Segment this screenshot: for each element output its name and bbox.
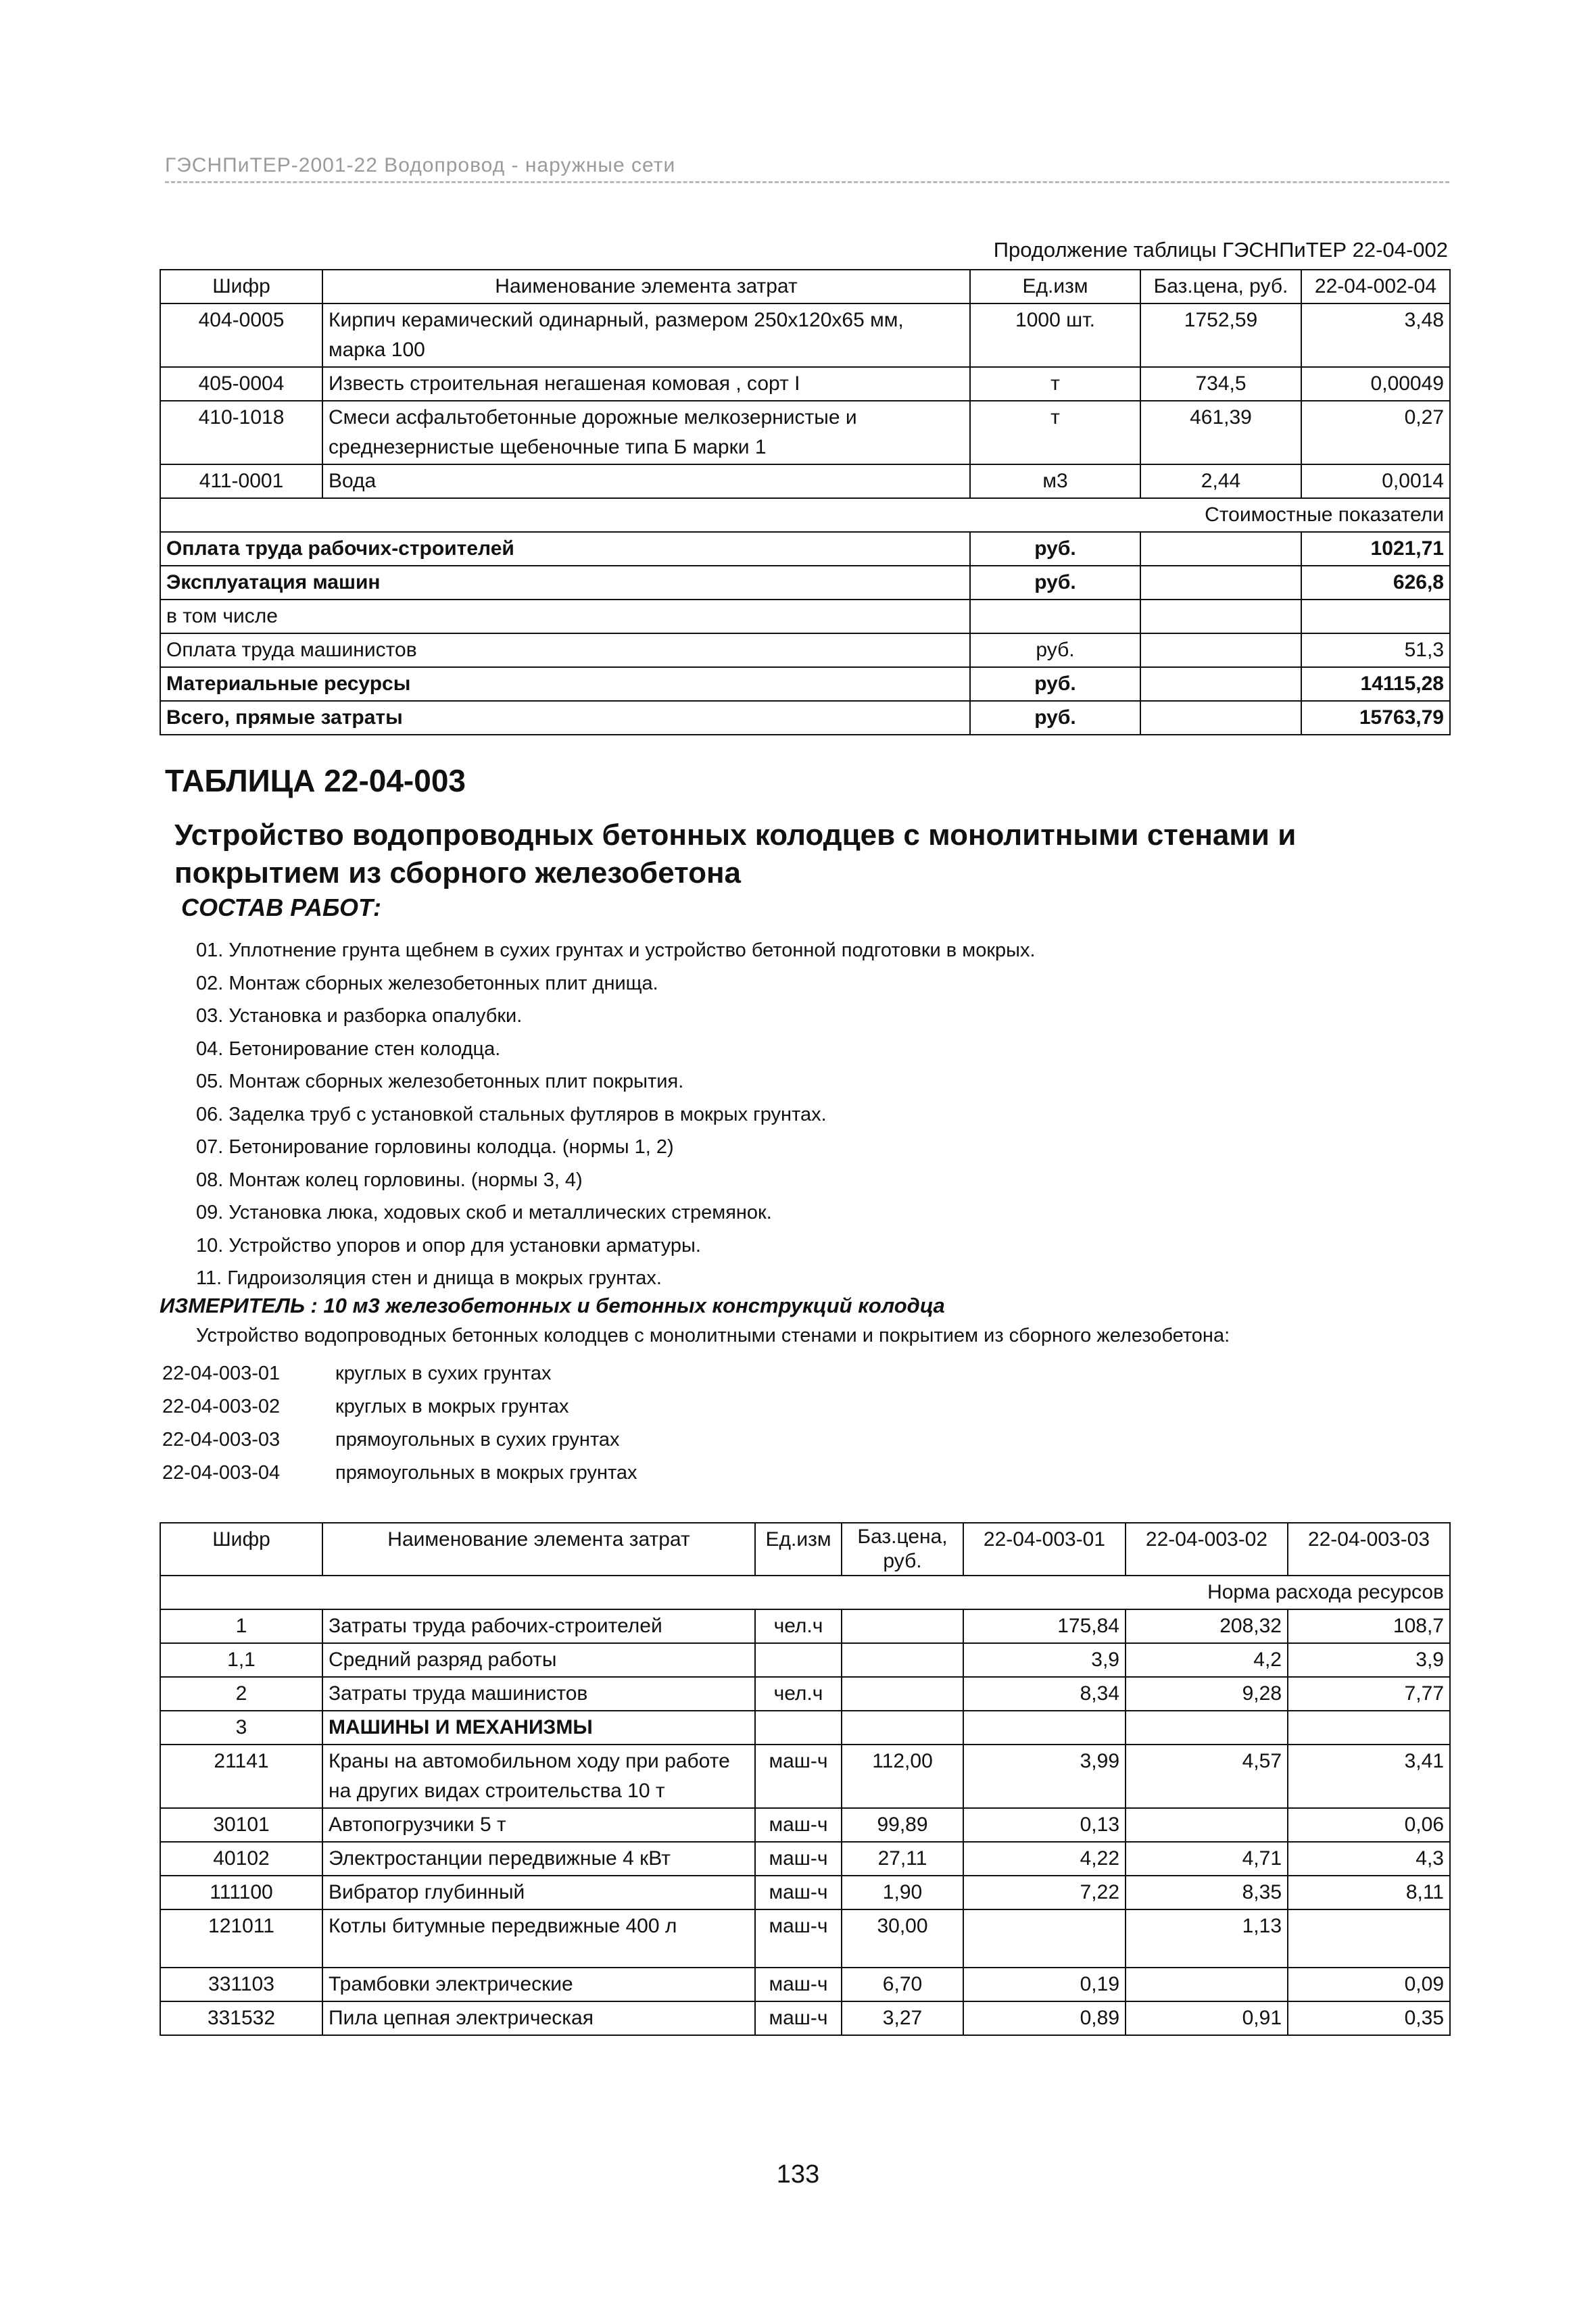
cell-name: Вибратор глубинный bbox=[322, 1876, 755, 1909]
meter-label: ИЗМЕРИТЕЛЬ : bbox=[160, 1294, 318, 1317]
cell-price: 6,70 bbox=[842, 1968, 963, 2001]
cell-price bbox=[842, 1643, 963, 1677]
resource-table-22-04-002 bbox=[160, 269, 1451, 735]
col-header-norm: 22-04-002-04 bbox=[1301, 270, 1450, 303]
cell-unit: т bbox=[970, 367, 1140, 401]
work-item: 03. Установка и разборка опалубки. bbox=[196, 1005, 523, 1027]
cost-price-empty bbox=[1140, 532, 1301, 566]
work-item: 02. Монтаж сборных железобетонных плит днища. bbox=[196, 972, 658, 994]
cell-name: Краны на автомобильном ходу при работе на других видах строительства 10 т bbox=[322, 1745, 755, 1808]
cell-value-1: 0,13 bbox=[963, 1808, 1126, 1842]
cell-value-1 bbox=[963, 1711, 1126, 1745]
cell-value-3: 8,11 bbox=[1288, 1876, 1450, 1909]
cell-price: 99,89 bbox=[842, 1808, 963, 1842]
variants-intro: Устройство водопроводных бетонных колодцев с монолитными стенами и покрытием из сборного железобетона: bbox=[196, 1325, 1230, 1346]
variant-item bbox=[162, 1457, 637, 1490]
cell-price: 734,5 bbox=[1140, 367, 1301, 401]
variant-code: 22-04-003-04 bbox=[162, 1462, 281, 1484]
cell-value-2: 4,57 bbox=[1126, 1745, 1288, 1808]
cell-code: 40102 bbox=[160, 1842, 322, 1876]
variant-code: 22-04-003-02 bbox=[162, 1396, 281, 1417]
cell-name: Котлы битумные передвижные 400 л bbox=[322, 1909, 755, 1968]
cost-value: 51,3 bbox=[1301, 633, 1450, 667]
work-item: 09. Установка люка, ходовых скоб и металлических стремянок. bbox=[196, 1202, 772, 1223]
cell-name: Вода bbox=[322, 464, 970, 498]
cell-value-3: 7,77 bbox=[1288, 1677, 1450, 1711]
cell-price: 1752,59 bbox=[1140, 303, 1301, 367]
cell-code: 331103 bbox=[160, 1968, 322, 2001]
col-header-norm-2: 22-04-003-02 bbox=[1126, 1523, 1288, 1576]
table-title: Устройство водопроводных бетонных колодцев с монолитными стенами и покрытием из сборного железобетона bbox=[174, 819, 1297, 890]
cost-unit: руб. bbox=[970, 667, 1140, 701]
cell-code: 410-1018 bbox=[160, 401, 322, 464]
table-number-heading: ТАБЛИЦА 22-04-003 bbox=[165, 763, 466, 798]
cost-section-header: Стоимостные показатели bbox=[160, 498, 1450, 532]
col-header-unit: Ед.изм bbox=[755, 1523, 842, 1576]
cell-value-3: 0,35 bbox=[1288, 2001, 1450, 2035]
cell-value-1: 175,84 bbox=[963, 1609, 1126, 1643]
cell-name: Автопогрузчики 5 т bbox=[322, 1808, 755, 1842]
cell-unit: чел.ч bbox=[755, 1609, 842, 1643]
cost-row bbox=[160, 600, 1450, 633]
cell-value-2: 4,2 bbox=[1126, 1643, 1288, 1677]
cell-name: Кирпич керамический одинарный, размером 250х120х65 мм, марка 100 bbox=[322, 303, 970, 367]
col-header-price: Баз.цена, руб. bbox=[1140, 270, 1301, 303]
cell-code: 411-0001 bbox=[160, 464, 322, 498]
cost-row bbox=[160, 633, 1450, 667]
cell-unit: т bbox=[970, 401, 1140, 464]
measurement-unit bbox=[160, 1294, 945, 1318]
cell-value-1 bbox=[963, 1909, 1126, 1968]
cost-row bbox=[160, 667, 1450, 701]
cell-unit: маш-ч bbox=[755, 1842, 842, 1876]
work-item: 07. Бетонирование горловины колодца. (нормы 1, 2) bbox=[196, 1136, 674, 1158]
variant-code: 22-04-003-03 bbox=[162, 1429, 281, 1451]
cell-price: 27,11 bbox=[842, 1842, 963, 1876]
cell-name: Пила цепная электрическая bbox=[322, 2001, 755, 2035]
cost-price-empty bbox=[1140, 667, 1301, 701]
cost-value: 14115,28 bbox=[1301, 667, 1450, 701]
cell-price bbox=[842, 1677, 963, 1711]
cost-unit bbox=[970, 600, 1140, 633]
work-item: 06. Заделка труб с установкой стальных футляров в мокрых грунтах. bbox=[196, 1103, 827, 1125]
col-header-norm-3: 22-04-003-03 bbox=[1288, 1523, 1450, 1576]
table-row bbox=[160, 1876, 1450, 1909]
work-item: 11. Гидроизоляция стен и днища в мокрых грунтах. bbox=[196, 1267, 662, 1289]
meter-value: 10 м3 железобетонных и бетонных конструкций колодца bbox=[323, 1294, 945, 1317]
cell-code: 404-0005 bbox=[160, 303, 322, 367]
variant-code: 22-04-003-01 bbox=[162, 1363, 281, 1384]
cell-price bbox=[842, 1711, 963, 1745]
variant-desc: круглых в сухих грунтах bbox=[335, 1363, 552, 1384]
cell-value: 3,48 bbox=[1301, 303, 1450, 367]
cell-value-1: 7,22 bbox=[963, 1876, 1126, 1909]
cell-value-3: 0,06 bbox=[1288, 1808, 1450, 1842]
cell-name: Затраты труда машинистов bbox=[322, 1677, 755, 1711]
cell-code: 111100 bbox=[160, 1876, 322, 1909]
cost-value: 626,8 bbox=[1301, 566, 1450, 600]
cost-header-row bbox=[160, 498, 1450, 532]
table-row bbox=[160, 1711, 1450, 1745]
cost-unit: руб. bbox=[970, 566, 1140, 600]
col-header-name: Наименование элемента затрат bbox=[322, 270, 970, 303]
cell-price bbox=[842, 1609, 963, 1643]
cell-code: 30101 bbox=[160, 1808, 322, 1842]
cell-price: 3,27 bbox=[842, 2001, 963, 2035]
cell-value-2 bbox=[1126, 1968, 1288, 2001]
work-item: 01. Уплотнение грунта щебнем в сухих грунтах и устройство бетонной подготовки в мокрых. bbox=[196, 940, 1036, 961]
cost-unit: руб. bbox=[970, 532, 1140, 566]
works-composition-label: СОСТАВ РАБОТ: bbox=[181, 894, 381, 921]
cost-price-empty bbox=[1140, 701, 1301, 735]
work-item: 10. Устройство упоров и опор для установки арматуры. bbox=[196, 1234, 701, 1257]
cell-name: МАШИНЫ И МЕХАНИЗМЫ bbox=[322, 1711, 755, 1745]
cost-unit: руб. bbox=[970, 633, 1140, 667]
table-row bbox=[160, 2001, 1450, 2035]
cell-value-2: 8,35 bbox=[1126, 1876, 1288, 1909]
table-row bbox=[160, 1643, 1450, 1677]
cost-name: Эксплуатация машин bbox=[160, 566, 970, 600]
table-row bbox=[160, 1808, 1450, 1842]
table-header-row bbox=[160, 1523, 1450, 1576]
table-row bbox=[160, 1909, 1450, 1968]
cell-value-2 bbox=[1126, 1711, 1288, 1745]
cell-value-1: 3,99 bbox=[963, 1745, 1126, 1808]
cell-name: Затраты труда рабочих-строителей bbox=[322, 1609, 755, 1643]
variant-desc: круглых в мокрых грунтах bbox=[335, 1396, 569, 1417]
table-row bbox=[160, 1745, 1450, 1808]
cell-price: 461,39 bbox=[1140, 401, 1301, 464]
cell-price: 1,90 bbox=[842, 1876, 963, 1909]
cell-code: 331532 bbox=[160, 2001, 322, 2035]
cell-price: 2,44 bbox=[1140, 464, 1301, 498]
cell-name: Трамбовки электрические bbox=[322, 1968, 755, 2001]
cost-name: Всего, прямые затраты bbox=[160, 701, 970, 735]
cost-unit: руб. bbox=[970, 701, 1140, 735]
cell-value-3: 0,09 bbox=[1288, 1968, 1450, 2001]
cost-name: в том числе bbox=[160, 600, 970, 633]
cell-unit: маш-ч bbox=[755, 1876, 842, 1909]
norm-section-header: Норма расхода ресурсов bbox=[160, 1576, 1450, 1609]
cell-value-3: 3,41 bbox=[1288, 1745, 1450, 1808]
cell-unit: маш-ч bbox=[755, 1909, 842, 1968]
cell-value-2: 9,28 bbox=[1126, 1677, 1288, 1711]
cell-name: Средний разряд работы bbox=[322, 1643, 755, 1677]
cell-unit: маш-ч bbox=[755, 2001, 842, 2035]
table-row bbox=[160, 1609, 1450, 1643]
cell-name: Известь строительная негашеная комовая , сорт I bbox=[322, 367, 970, 401]
table-row bbox=[160, 303, 1450, 367]
cell-unit bbox=[755, 1711, 842, 1745]
cell-value-1: 0,89 bbox=[963, 2001, 1126, 2035]
cell-unit: чел.ч bbox=[755, 1677, 842, 1711]
cell-value: 0,0014 bbox=[1301, 464, 1450, 498]
cost-row bbox=[160, 532, 1450, 566]
cell-value-2 bbox=[1126, 1808, 1288, 1842]
variants-list bbox=[162, 1357, 637, 1490]
cell-price: 112,00 bbox=[842, 1745, 963, 1808]
cost-value bbox=[1301, 600, 1450, 633]
cell-code: 405-0004 bbox=[160, 367, 322, 401]
cell-unit: маш-ч bbox=[755, 1808, 842, 1842]
norm-header-row bbox=[160, 1576, 1450, 1609]
cell-value-3 bbox=[1288, 1711, 1450, 1745]
resource-table-22-04-003 bbox=[160, 1522, 1451, 2036]
running-header: ГЭСНПиТЕР-2001-22 Водопровод - наружные сети bbox=[165, 154, 1449, 183]
cell-code: 2 bbox=[160, 1677, 322, 1711]
page-number: 133 bbox=[776, 2160, 820, 2189]
cell-code: 121011 bbox=[160, 1909, 322, 1968]
work-item: 04. Бетонирование стен колодца. bbox=[196, 1038, 501, 1060]
table-row bbox=[160, 1968, 1450, 2001]
variant-item bbox=[162, 1357, 637, 1390]
cell-unit: м3 bbox=[970, 464, 1140, 498]
cost-value: 15763,79 bbox=[1301, 701, 1450, 735]
table-row bbox=[160, 1842, 1450, 1876]
table-header-row bbox=[160, 270, 1450, 303]
cell-value-2: 0,91 bbox=[1126, 2001, 1288, 2035]
variant-desc: прямоугольных в сухих грунтах bbox=[335, 1429, 620, 1451]
work-item: 08. Монтаж колец горловины. (нормы 3, 4) bbox=[196, 1169, 583, 1191]
work-item: 05. Монтаж сборных железобетонных плит покрытия. bbox=[196, 1071, 684, 1092]
cell-unit: маш-ч bbox=[755, 1745, 842, 1808]
col-header-price: Баз.цена, руб. bbox=[842, 1523, 963, 1576]
cell-unit: маш-ч bbox=[755, 1968, 842, 2001]
variant-item bbox=[162, 1390, 637, 1423]
cell-value-3: 4,3 bbox=[1288, 1842, 1450, 1876]
cost-name: Материальные ресурсы bbox=[160, 667, 970, 701]
cell-value-3 bbox=[1288, 1909, 1450, 1968]
table-row bbox=[160, 464, 1450, 498]
cost-name: Оплата труда рабочих-строителей bbox=[160, 532, 970, 566]
cost-price-empty bbox=[1140, 633, 1301, 667]
cost-price-empty bbox=[1140, 600, 1301, 633]
cost-row bbox=[160, 566, 1450, 600]
col-header-code: Шифр bbox=[160, 1523, 322, 1576]
table-row bbox=[160, 1677, 1450, 1711]
cell-code: 21141 bbox=[160, 1745, 322, 1808]
cell-value-2: 1,13 bbox=[1126, 1909, 1288, 1968]
cell-unit bbox=[755, 1643, 842, 1677]
works-list bbox=[196, 934, 1440, 1295]
cell-value-1: 4,22 bbox=[963, 1842, 1126, 1876]
cost-value: 1021,71 bbox=[1301, 532, 1450, 566]
cell-value: 0,00049 bbox=[1301, 367, 1450, 401]
cell-value-3: 108,7 bbox=[1288, 1609, 1450, 1643]
col-header-unit: Ед.изм bbox=[970, 270, 1140, 303]
cell-price: 30,00 bbox=[842, 1909, 963, 1968]
cell-name: Смеси асфальтобетонные дорожные мелкозернистые и среднезернистые щебеночные типа Б марки 1 bbox=[322, 401, 970, 464]
cell-value-1: 3,9 bbox=[963, 1643, 1126, 1677]
cell-code: 3 bbox=[160, 1711, 322, 1745]
col-header-code: Шифр bbox=[160, 270, 322, 303]
cell-name: Электростанции передвижные 4 кВт bbox=[322, 1842, 755, 1876]
cell-value-1: 8,34 bbox=[963, 1677, 1126, 1711]
cost-name: Оплата труда машинистов bbox=[160, 633, 970, 667]
cell-value: 0,27 bbox=[1301, 401, 1450, 464]
cell-code: 1,1 bbox=[160, 1643, 322, 1677]
col-header-name: Наименование элемента затрат bbox=[322, 1523, 755, 1576]
cell-unit: 1000 шт. bbox=[970, 303, 1140, 367]
cost-price-empty bbox=[1140, 566, 1301, 600]
cell-value-3: 3,9 bbox=[1288, 1643, 1450, 1677]
variant-item bbox=[162, 1423, 637, 1457]
cell-code: 1 bbox=[160, 1609, 322, 1643]
cell-value-2: 208,32 bbox=[1126, 1609, 1288, 1643]
table-row bbox=[160, 367, 1450, 401]
table-continuation-note: Продолжение таблицы ГЭСНПиТЕР 22-04-002 bbox=[993, 238, 1448, 262]
variant-desc: прямоугольных в мокрых грунтах bbox=[335, 1462, 637, 1484]
col-header-norm-1: 22-04-003-01 bbox=[963, 1523, 1126, 1576]
table-row bbox=[160, 401, 1450, 464]
cell-value-1: 0,19 bbox=[963, 1968, 1126, 2001]
cell-value-2: 4,71 bbox=[1126, 1842, 1288, 1876]
cost-row bbox=[160, 701, 1450, 735]
